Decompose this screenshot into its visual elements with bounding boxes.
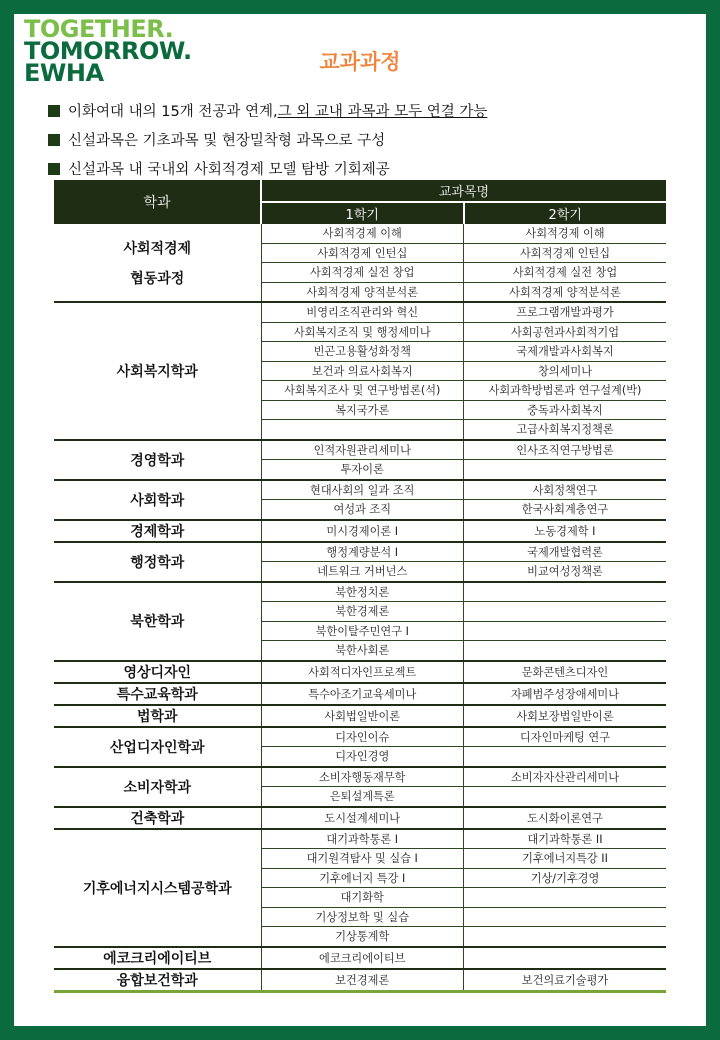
course-semester-1: 미시경제이론 I xyxy=(261,520,464,542)
table-row xyxy=(54,767,666,787)
bullet-item xyxy=(48,96,688,125)
course-semester-2: 소비자자산관리세미나 xyxy=(464,767,667,787)
course-semester-1: 기상정보학 및 실습 xyxy=(261,907,464,927)
table-row xyxy=(54,683,666,705)
course-semester-2: 보건의료기술평가 xyxy=(464,969,667,992)
department-cell xyxy=(54,683,261,705)
header-semester-2: 2학기 xyxy=(464,202,667,224)
bullet-text: 신설과목은 기초과목 및 현장밀착형 과목으로 구성 xyxy=(68,133,386,149)
course-semester-2: 비교여성정책론 xyxy=(464,562,667,582)
course-semester-2: 디자인마케팅 연구 xyxy=(464,727,667,747)
square-bullet-icon xyxy=(48,163,60,175)
table-row xyxy=(54,807,666,829)
department-name: 소비자학과 xyxy=(123,779,192,796)
course-semester-1: 북한경제론 xyxy=(261,602,464,622)
department-name: 행정학과 xyxy=(130,554,185,571)
bullet-item xyxy=(48,154,688,183)
course-semester-1: 기상통계학 xyxy=(261,927,464,947)
table-row xyxy=(54,727,666,747)
department-cell xyxy=(54,520,261,542)
department-name: 건축학과 xyxy=(130,810,185,827)
department-cell xyxy=(54,705,261,727)
course-semester-1: 북한이탈주민연구 I xyxy=(261,621,464,641)
department-name: 특수교육학과 xyxy=(116,686,198,703)
table-row xyxy=(54,705,666,727)
course-semester-2: 기상/기후경영 xyxy=(464,868,667,888)
course-semester-2 xyxy=(464,602,667,622)
course-semester-1: 은퇴설계특론 xyxy=(261,787,464,807)
course-semester-1: 투자이론 xyxy=(261,460,464,480)
course-semester-2: 대기과학통론 II xyxy=(464,829,667,849)
department-name: 북한학과 xyxy=(130,614,185,630)
table-row xyxy=(54,661,666,683)
course-semester-1: 디자인경영 xyxy=(261,747,464,767)
header-course-name: 교과목명 xyxy=(261,180,666,202)
course-semester-1: 비영리조직관리와 혁신 xyxy=(261,302,464,322)
course-semester-1: 보건과 의료사회복지 xyxy=(261,361,464,381)
department-name: 사회학과 xyxy=(130,492,185,509)
course-semester-1: 보건경제론 xyxy=(261,969,464,992)
department-name: 경제학과 xyxy=(130,523,185,540)
course-semester-2: 한국사회계층연구 xyxy=(464,500,667,520)
bullet-item xyxy=(48,125,688,154)
department-cell xyxy=(54,767,261,807)
course-semester-1: 사회적경제 이해 xyxy=(261,224,464,243)
course-semester-2: 사회적경제 실전 창업 xyxy=(464,263,667,283)
course-semester-1: 복지국가론 xyxy=(261,400,464,420)
course-semester-2 xyxy=(464,460,667,480)
department-name: 산업디자인학과 xyxy=(109,739,205,756)
course-semester-1: 대기원격탐사 및 실습 I xyxy=(261,849,464,869)
course-semester-2: 사회보장법일반이론 xyxy=(464,705,667,727)
course-semester-2: 문화콘텐츠디자인 xyxy=(464,661,667,683)
course-semester-1: 사회복지조직 및 행정세미나 xyxy=(261,322,464,342)
course-semester-2: 프로그램개발과평가 xyxy=(464,302,667,322)
course-semester-1: 사회적경제 양적분석론 xyxy=(261,282,464,302)
department-name: 영상디자인 xyxy=(123,664,192,681)
course-semester-2: 자폐범주성장애세미나 xyxy=(464,683,667,705)
course-semester-2: 인사조직연구방법론 xyxy=(464,440,667,460)
curriculum-table xyxy=(54,180,666,993)
department-cell xyxy=(54,302,261,440)
curriculum-table-wrap xyxy=(54,180,666,993)
course-semester-1: 소비자행동재무학 xyxy=(261,767,464,787)
course-semester-2: 사회적경제 이해 xyxy=(464,224,667,243)
course-semester-2 xyxy=(464,641,667,661)
bullet-list xyxy=(48,96,688,183)
department-name: 협동과정 xyxy=(130,270,185,287)
department-cell xyxy=(54,807,261,829)
course-semester-2: 사회적경제 양적분석론 xyxy=(464,282,667,302)
department-cell xyxy=(54,440,261,480)
course-semester-2: 고급사회복지정책론 xyxy=(464,420,667,440)
course-semester-1: 네트워크 거버넌스 xyxy=(261,562,464,582)
course-semester-1: 디자인이슈 xyxy=(261,727,464,747)
course-semester-1: 대기과학통론 I xyxy=(261,829,464,849)
course-semester-2: 사회공헌과사회적기업 xyxy=(464,322,667,342)
course-semester-1: 기후에너지 특강 I xyxy=(261,868,464,888)
course-semester-2: 사회과학방법론과 연구설계(박) xyxy=(464,381,667,401)
department-name: 에코크리에이티브 xyxy=(103,950,212,967)
logo-line-2: TOMORROW. xyxy=(24,37,192,65)
table-row xyxy=(54,947,666,969)
department-cell xyxy=(54,582,261,661)
course-semester-2: 창의세미나 xyxy=(464,361,667,381)
department-cell xyxy=(54,727,261,767)
table-row xyxy=(54,440,666,460)
department-cell xyxy=(54,480,261,520)
logo-line-3: EWHA xyxy=(24,59,104,87)
department-cell xyxy=(54,969,261,992)
course-semester-1: 특수아조기교육세미나 xyxy=(261,683,464,705)
page-title: 교과과정 xyxy=(319,50,401,74)
course-semester-1: 에코크리에이티브 xyxy=(261,947,464,969)
table-row xyxy=(54,480,666,500)
square-bullet-icon xyxy=(48,105,60,117)
course-semester-1: 행정계량분석 I xyxy=(261,542,464,562)
table-row xyxy=(54,969,666,992)
course-semester-2: 기후에너지특강 II xyxy=(464,849,667,869)
department-cell xyxy=(54,224,261,302)
course-semester-2 xyxy=(464,787,667,807)
department-cell xyxy=(54,829,261,947)
course-semester-2 xyxy=(464,747,667,767)
course-semester-2: 국제개발협력론 xyxy=(464,542,667,562)
department-cell xyxy=(54,661,261,683)
course-semester-1: 사회법일반이론 xyxy=(261,705,464,727)
course-semester-2: 도시화이론연구 xyxy=(464,807,667,829)
course-semester-2 xyxy=(464,582,667,602)
department-name: 법학과 xyxy=(136,708,178,725)
course-semester-2 xyxy=(464,907,667,927)
department-name: 경영학과 xyxy=(130,452,185,469)
course-semester-1: 북한사회론 xyxy=(261,641,464,661)
bullet-text: 이화여대 내의 15개 전공과 연계, xyxy=(68,104,278,120)
table-row xyxy=(54,582,666,602)
department-cell xyxy=(54,542,261,582)
course-semester-2 xyxy=(464,888,667,908)
department-name: 사회적경제 xyxy=(123,240,192,257)
course-semester-1: 사회복지조사 및 연구방법론(석) xyxy=(261,381,464,401)
course-semester-2: 사회적경제 인턴십 xyxy=(464,243,667,263)
table-row xyxy=(54,829,666,849)
course-semester-2 xyxy=(464,927,667,947)
table-row xyxy=(54,224,666,243)
course-semester-1: 북한정치론 xyxy=(261,582,464,602)
bullet-text: 신설과목 내 국내외 사회적경제 모델 탐방 기회제공 xyxy=(68,162,390,178)
course-semester-2 xyxy=(464,621,667,641)
course-semester-2: 국제개발과사회복지 xyxy=(464,342,667,362)
table-row xyxy=(54,520,666,542)
curriculum-table-body xyxy=(54,224,666,991)
course-semester-1: 여성과 조직 xyxy=(261,500,464,520)
course-semester-1: 사회적경제 인턴십 xyxy=(261,243,464,263)
logo-line-1: TOGETHER. xyxy=(24,15,174,43)
course-semester-1 xyxy=(261,420,464,440)
course-semester-2 xyxy=(464,947,667,969)
course-semester-1: 대기화학 xyxy=(261,888,464,908)
course-semester-1: 빈곤고용활성화정책 xyxy=(261,342,464,362)
bullet-underlined-text: 그 외 교내 과목과 모두 연결 가능 xyxy=(277,104,488,120)
course-semester-1: 인적자원관리세미나 xyxy=(261,440,464,460)
course-semester-2: 중독과사회복지 xyxy=(464,400,667,420)
table-row xyxy=(54,542,666,562)
square-bullet-icon xyxy=(48,134,60,146)
course-semester-2: 노동경제학 I xyxy=(464,520,667,542)
header-department: 학과 xyxy=(54,180,261,224)
header-semester-1: 1학기 xyxy=(261,202,464,224)
table-row xyxy=(54,302,666,322)
department-cell xyxy=(54,947,261,969)
course-semester-1: 현대사회의 일과 조직 xyxy=(261,480,464,500)
department-name: 기후에너지시스템공학과 xyxy=(82,880,232,897)
course-semester-2: 사회정책연구 xyxy=(464,480,667,500)
department-name: 사회복지학과 xyxy=(116,363,198,380)
course-semester-1: 사회적디자인프로젝트 xyxy=(261,661,464,683)
department-name: 융합보건학과 xyxy=(116,972,198,989)
course-semester-1: 사회적경제 실전 창업 xyxy=(261,263,464,283)
course-semester-1: 도시설계세미나 xyxy=(261,807,464,829)
